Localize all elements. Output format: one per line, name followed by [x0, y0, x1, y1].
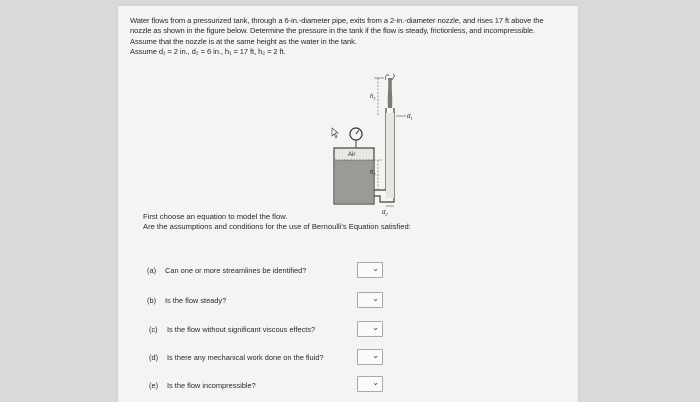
- question-text: Is the flow without significant viscous effects?: [167, 325, 316, 334]
- question-letter: (a): [147, 266, 157, 275]
- question-a: [147, 266, 306, 275]
- answer-select-a[interactable]: [357, 262, 383, 278]
- pressure-gauge-icon: [350, 128, 362, 140]
- tank-water: [335, 160, 373, 203]
- problem-line-4: Assume d₁ = 2 in., d₂ = 6 in., h₁ = 17 ft, h₂ = 2 ft.: [130, 47, 286, 57]
- air-label: Air: [348, 152, 356, 158]
- problem-line-3: Assume that the nozzle is at the same height as the water in the tank.: [130, 36, 357, 46]
- question-c: [149, 325, 315, 334]
- question-d: [149, 353, 324, 362]
- chevron-down-icon: ⌄: [372, 264, 379, 273]
- mouse-cursor-icon: [332, 128, 338, 138]
- question-text: Can one or more streamlines be identified?: [165, 266, 307, 275]
- problem-line-2: nozzle as shown in the figure below. Determine the pressure in the tank if the flow is steady, frictionless, and incompressible.: [130, 26, 535, 36]
- instruction-first: First choose an equation to model the flow.: [143, 212, 288, 221]
- instructions: [143, 212, 563, 232]
- answer-select-e[interactable]: [357, 376, 383, 392]
- answer-select-d[interactable]: [357, 349, 383, 365]
- question-b: [147, 296, 226, 305]
- answer-select-b[interactable]: [357, 292, 383, 308]
- question-letter: (e): [149, 381, 159, 390]
- pipe-water: [386, 113, 394, 198]
- chevron-down-icon: ⌄: [372, 378, 379, 387]
- chevron-down-icon: ⌄: [372, 323, 379, 332]
- problem-line-1: Water flows from a pressurized tank, through a 6-in.-diameter pipe, exits from a 2-in.-diameter nozzle, and rises 17 ft above the: [130, 16, 544, 25]
- question-letter: (b): [147, 296, 157, 305]
- h1-label: $h_1$: [370, 94, 376, 101]
- chevron-down-icon: ⌄: [372, 351, 379, 360]
- question-text: Is the flow incompressible?: [167, 381, 256, 390]
- question-e: [149, 381, 256, 390]
- question-letter: (d): [149, 353, 159, 362]
- question-text: Is the flow steady?: [165, 296, 227, 305]
- instruction-second: Are the assumptions and conditions for the use of Bernoulli's Equation satisfied:: [143, 222, 411, 231]
- problem-page: [118, 6, 578, 402]
- h2-label: $h_2$: [370, 170, 376, 177]
- d1-label: $d_1$: [407, 114, 413, 121]
- water-jet: [388, 78, 393, 108]
- chevron-down-icon: ⌄: [372, 294, 379, 303]
- d2-label: $d_2$: [382, 210, 388, 217]
- problem-statement: [130, 16, 575, 58]
- question-text: Is there any mechanical work done on the fluid?: [167, 353, 324, 362]
- pipe-inner: [374, 108, 386, 190]
- answer-select-c[interactable]: [357, 321, 383, 337]
- tank-nozzle-figure: [318, 68, 458, 218]
- question-letter: (c): [149, 325, 158, 334]
